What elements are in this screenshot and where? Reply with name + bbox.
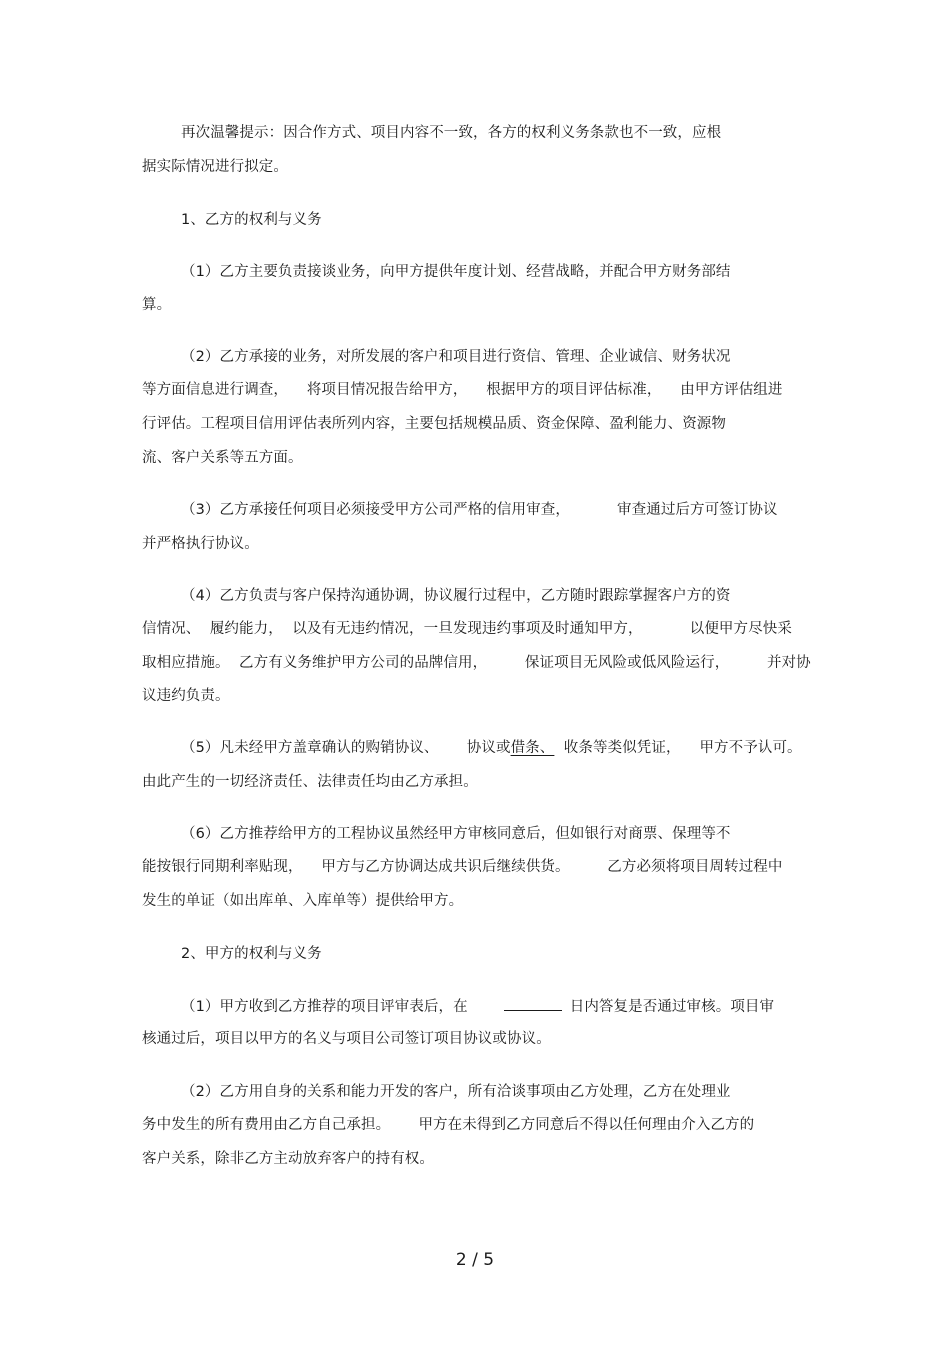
s2-item2-line3: 客户关系，除非乙方主动放弃客户的持有权。 (142, 1151, 434, 1167)
s2-item1-line1 (181, 996, 774, 1017)
s2-item2-line1: （2）乙方用自身的关系和能力开发的客户，所有洽谈事项由乙方处理，乙方在处理业 (181, 1084, 731, 1100)
section-2-heading: 2、甲方的权利与义务 (181, 946, 322, 962)
section-1-heading: 1、乙方的权利与义务 (181, 212, 322, 228)
s2-item1-line2: 核通过后，项目以甲方的名义与项目公司签订项目协议或协议。 (142, 1031, 551, 1047)
s1-item4-line4: 议违约负责。 (142, 688, 230, 704)
s1-item5-line1 (181, 738, 802, 758)
reminder-line-2: 据实际情况进行拟定。 (142, 159, 288, 175)
s1-item1-line1: （1）乙方主要负责接谈业务，向甲方提供年度计划、经营战略，并配合甲方财务部结 (181, 264, 731, 280)
days-blank-field (504, 996, 562, 1011)
s2-item1-text-before: （1）甲方收到乙方推荐的项目评审表后，在 (181, 999, 468, 1015)
s1-item2-line3: 行评估。工程项目信用评估表所列内容，主要包括规模品质、资金保障、盈利能力、资源物 (142, 416, 726, 432)
s2-item1-text-after: 日内答复是否通过审核。项目审 (569, 999, 775, 1015)
s1-item1-line2: 算。 (142, 297, 172, 313)
s1-item6-line2: 能按银行同期利率贴现， 甲方与乙方协调达成共识后继续供货。 乙方必须将项目周转过程中 (142, 859, 783, 875)
s1-item3-line1: （3）乙方承接任何项目必须接受甲方公司严格的信用审查， 审查通过后方可签订协议 (181, 502, 778, 518)
s1-item3-line2: 并严格执行协议。 (142, 536, 259, 552)
s1-item6-line1: （6）乙方推荐给甲方的工程协议虽然经甲方审核同意后，但如银行对商票、保理等不 (181, 826, 731, 842)
reminder-line-1: 再次温馨提示：因合作方式、项目内容不一致，各方的权利义务条款也不一致，应根 (181, 125, 722, 141)
s2-item2-line2: 务中发生的所有费用由乙方自己承担。 甲方在未得到乙方同意后不得以任何理由介入乙方的 (142, 1117, 755, 1133)
s1-item4-line3: 取相应措施。 乙方有义务维护甲方公司的品牌信用， 保证项目无风险或低风险运行， 并对协 (142, 655, 811, 671)
page-number: 2 / 5 (455, 1250, 495, 1270)
s1-item4-line2: 信情况、 履约能力， 以及有无违约情况，一旦发现违约事项及时通知甲方， 以便甲方尽快采 (142, 621, 792, 637)
s1-item2-line2: 等方面信息进行调查， 将项目情况报告给甲方， 根据甲方的项目评估标准， 由甲方评估组进 (142, 382, 783, 398)
s1-item5-text-after: 收条等类似凭证， 甲方不予认可。 (554, 740, 802, 756)
s1-item6-line3: 发生的单证（如出库单、入库单等）提供给甲方。 (142, 893, 464, 909)
s1-item5-underlined-term: 借条、 (510, 740, 555, 756)
s1-item5-line2: 由此产生的一切经济责任、法律责任均由乙方承担。 (142, 774, 478, 790)
s1-item2-line4: 流、客户关系等五方面。 (142, 450, 303, 466)
s1-item4-line1: （4）乙方负责与客户保持沟通协调，协议履行过程中，乙方随时跟踪掌握客户方的资 (181, 588, 731, 604)
s1-item2-line1: （2）乙方承接的业务，对所发展的客户和项目进行资信、管理、企业诚信、财务状况 (181, 349, 731, 365)
s1-item5-text-before: （5）凡未经甲方盖章确认的购销协议、 协议或 (181, 740, 511, 756)
